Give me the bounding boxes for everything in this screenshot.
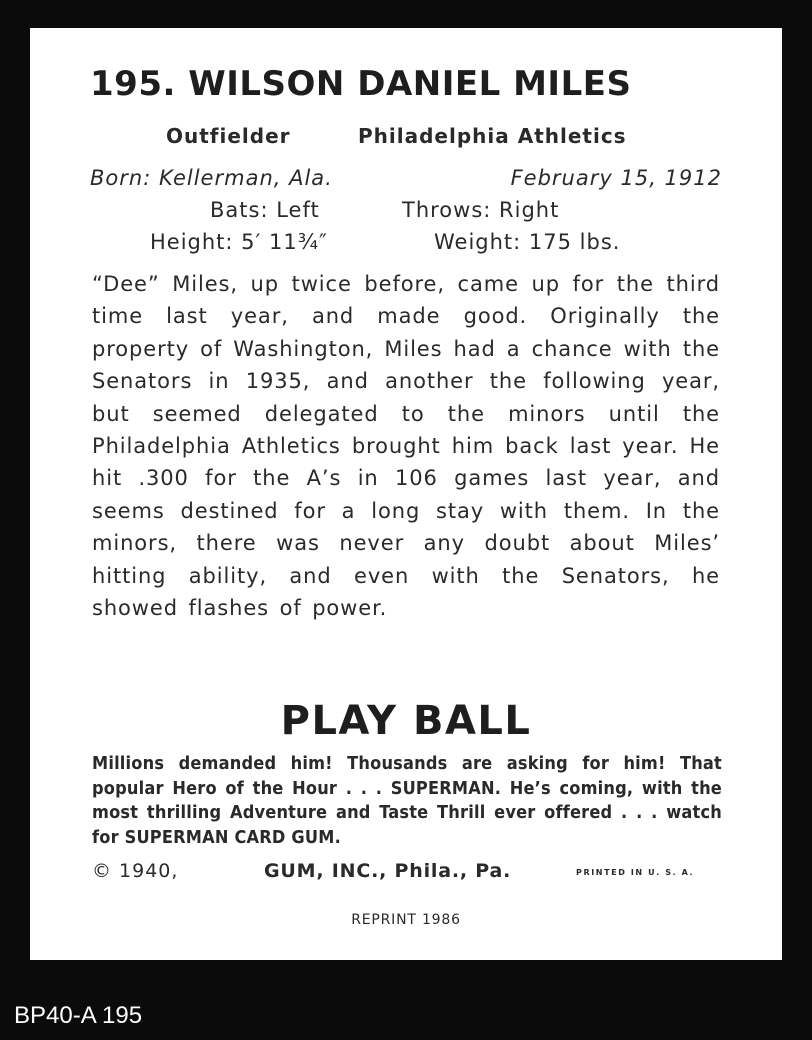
weight-value: Weight: 175 lbs. [434,230,621,254]
reprint-label: REPRINT 1986 [351,912,461,928]
play-ball-heading: PLAY BALL [280,698,532,744]
player-position: Outfielder [166,124,291,148]
player-bio: “Dee” Miles, up twice before, came up for the third time last year, and made good. Originally the property of Washington, Miles had a chance with the Senators in 1935, and another the following year, but seemed delegated to the minors until the Philadelphia Athletics brought him back last year. He hit .300 for the A’s in 106 games last year, and seems destined for a long stay with them. In the minors, there was never any doubt about Miles’ hitting ability, and even with the Senators, he showed flashes of power. [92,272,720,621]
throws-value: Throws: Right [402,198,560,222]
birthplace: Born: Kellerman, Ala. [90,166,333,190]
height-value: Height: 5′ 11¾″ [150,230,328,254]
card-footer [30,860,782,890]
superman-promo: Millions demanded him! Thousands are asking for him! That popular Hero of the Hour . . . SUPERMAN. He’s coming, with the most thrilling Adventure and Taste Thrill ever offered . . . watch for SUPERMAN CARD GUM. [92,753,722,848]
copyright: © 1940, [92,860,179,882]
birth-date: February 15, 1912 [510,166,722,190]
printed-in-usa: PRINTED IN U. S. A. [576,868,695,877]
card-back [30,28,782,960]
company-name: GUM, INC., Phila., Pa. [264,860,512,882]
card-id-caption: BP40-A 195 [14,1002,143,1029]
player-team: Philadelphia Athletics [358,124,627,148]
player-title: 195. WILSON DANIEL MILES [90,64,632,104]
bats-value: Bats: Left [210,198,320,222]
